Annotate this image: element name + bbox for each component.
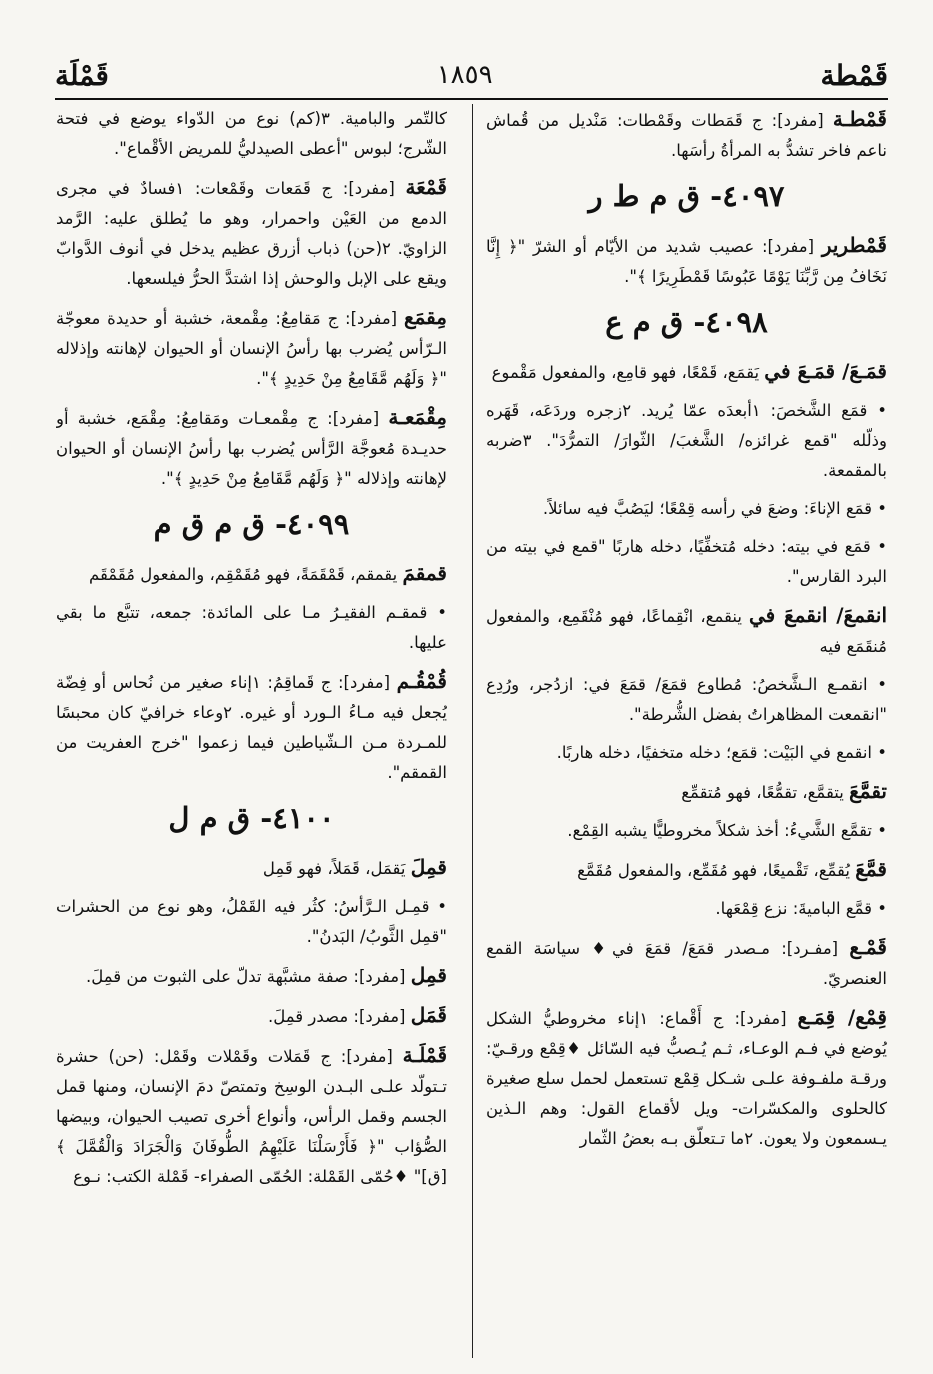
headword: قَمَل [410,1003,447,1027]
page-header [55,52,888,100]
root-heading: ٤١٠٠- ق م ل [168,801,335,835]
entry-definition: [مفرد]: ج مِقْمعـات ومَقامِعُ: مِقْمَع، خشبة أو حديـدة مُعوجَّة الرَّأس يُضرب بها رأسُ الإنسان أو الحيوان لإهانته وإذلاله "﴿ وَلَهُم مَّقَامِعُ مِنْ حَدِيدٍ ﴾". [56,409,447,488]
entry-definition: [مفرد]: صفة مشبَّهة تدلّ على الثبوت من قمِلَ. [86,967,411,986]
dictionary-entry [56,302,447,394]
entry-definition: يتقمَّع، تقمُّعًا، فهو مُتقمِّع [681,783,850,802]
sense-line: • انقمـع الـشَّخصُ: مُطاوع قمَعَ/ قمَعَ في: ازدُجر، ورُدِع "انقمعت المظاهراتُ بفضل الشُّرطة". [486,675,887,724]
dictionary-entry [486,932,887,994]
entry-definition: ينقمع، انْقِماعًا، فهو مُنْقَمِع، والمفعول مُنقَمَع فيه [486,607,887,656]
dictionary-entry [486,600,887,662]
running-head-right: قَمْطة [820,58,888,92]
dictionary-entry [486,230,887,292]
headword: قَمْـع [849,935,887,959]
entry-definition: [مفرد]: ج قَمَطات وقَمْطات: مَنْديل من قُماش ناعم فاخر تشدُّ به المرأةُ رأسَها. [486,111,887,160]
headword: قمَّعَ [855,857,887,881]
sense-line: • قمَّع الباميةَ: نزع قِمْعَها. [715,899,887,918]
entry-definition: [مفرد]: ج أَقْماع: ١إناء مخروطيُّ الشكل يُوضع في فـم الوعـاء، ثـم يُـصبُّ فيه السّائل ♦قِمْع ورقـيّ: ورقـة ملفـوفة علـى شـكل قِمْع تستعمل لحمل سلع صغيرة كالحلوى والمكسّرات- ويل لأقماع القول: وهم الـذين يـسمعون ولا يعون. ٢ما تـتعلّق بـه بعضُ الثّمار [486,1009,887,1148]
headword: قَمْطـة [832,107,887,131]
headword: قمَـعَ/ قمَـعَ في [764,359,887,383]
sense-line: • قمقـم الفقيـرُ مـا على المائدة: جمعه، تتبَّع ما بقي عليها. [56,603,447,652]
continuation-text: كالتّمر والبامية. ٣(كم) نوع من الدّواء يوضع في فتحة الشّرج؛ لبوس "أعطى الصيدليُّ للمريض الأقْماع". [56,109,447,158]
dictionary-entry [486,776,887,808]
dictionary-entry [486,1002,887,1154]
sense-line: • قمَع الإناءَ: وضعَ في رأسه قِمْعًا؛ ليَصُبَّ فيه سائلاً. [542,499,887,518]
entry-definition: [مفرد]: ج مَقامِعُ: مِقْمعة، خشبة أو حديدة معوجّة الـرّأس يُضرب بها رأسُ الإنسان أو الحيوان لإهانته وإذلاله "﴿ وَلَهُم مَّقَامِعُ مِنْ حَدِيدٍ ﴾". [56,309,447,388]
dictionary-entry [486,104,887,166]
headword: مِقمَع [403,305,447,329]
root-heading: ٤٠٩٩- ق م ق م [153,507,350,541]
headword: قمِلَ [410,855,447,879]
sense-line: • انقمع في البَيْت: قمَع؛ دخله متخفيًا، دخله هاربًا. [556,743,887,762]
entry-definition: يَقمَع، قَمْعًا، فهو قامِع، والمفعول مَقْموع [491,363,765,382]
entry-definition: يُقمِّع، تَقْميعًا، فهو مُقَمِّع، والمفعول مُقَمَّع [577,861,856,880]
headword: قَمْطرير [821,233,887,257]
headword: قِمْع/ قِمَـع [797,1005,887,1029]
entry-definition: [مفرد]: ج قَمَلات وقَمْلات وقَمْل: (حن) حشرة تـتولّد علـى البـدن الوسِخ وتمتصّ دمَ الإنسان، ومنها قمل الجسم وقمل الرأس، وأنواع أخرى تصيب الحيوان، وبيضها الصُّؤاب "﴿ فَأَرْسَلْنَا عَلَيْهِمُ الطُّوفَانَ وَالْجَرَادَ وَالْقُمَّلَ ﴾ [ق]" ♦حُمّى القَمْلة: الحُمّى الصفراء- قَمْلة الكتب: نـوع [56,1047,447,1186]
headword: انقمعَ/ انقمعَ في [748,603,887,627]
headword: قَمْعَة [405,175,447,199]
sense-line: • قمِـل الـرَّأسُ: كثُر فيه القَمْلُ، وهو نوع من الحشرات "قمِل الثَّوبُ/ البَدنُ". [56,897,447,946]
headword: قَمْلَـة [402,1043,447,1067]
sense-line: • قمَع الشَّخصَ: ١أبعدَه عمّا يُريد. ٢زجره وردَعَه، قَهَره وذلّله "قمع غرائزه/ الشَّغبَ/ الثّوارَ/ التمرُّدَ". ٣ضربه بالمقمعة. [486,401,887,480]
root-heading: ٤٠٩٨- ق م ع [605,305,768,339]
dictionary-entry [56,402,447,494]
entry-definition: يقمقم، قَمْقَمَةً، فهو مُقَمْقِم، والمفعول مُقَمْقَم [88,565,403,584]
headword: مِقْمَعـة [388,405,447,429]
root-heading: ٤٠٩٧- ق م ط ر [588,179,785,213]
dictionary-entry [56,852,447,884]
headword: تقمَّعَ [849,779,887,803]
column-divider [472,104,473,1358]
sense-line: • تقمَّع الشَّيءُ: أخذ شكلاً مخروطيًّا يشبه القِمْع. [567,821,887,840]
entry-definition: يَقمَل، قَمَلاً، فهو قَمِل [262,859,411,878]
dictionary-entry [486,854,887,886]
dictionary-entry [56,960,447,992]
entry-definition: [مفرد]: عصيب شديد من الأيّام أو الشرّ "﴿ إِنَّا نَخَافُ مِن رَّبِّنَا يَوْمًا عَبُوسًا قَمْطَرِيرًا ﴾". [486,237,887,286]
dictionary-entry [486,356,887,388]
running-head-left: قَمْلَة [55,58,109,92]
dictionary-entry [56,666,447,788]
right-column [486,104,887,1358]
dictionary-entry [56,1040,447,1192]
sense-line: • قمَع في بيته: دخله مُتخفِّيًا، دخله هاربًا "قمع في بيته من البرد القارس". [486,537,887,586]
dictionary-entry [56,558,447,590]
headword: قُمْقُـم [396,669,447,693]
entry-definition: [مفـرد]: مـصدر قمَعَ/ قمَعَ في♦ سياسَة القمع العنصريّ. [486,939,887,988]
headword: قمقمَ [402,561,447,585]
dictionary-entry [56,172,447,294]
dictionary-entry [56,1000,447,1032]
headword: قمِل [410,963,447,987]
page-number: ١٨٥٩ [436,60,493,90]
entry-definition: [مفرد]: ج قَمَعات وقَمْعات: ١فسادٌ في مجرى الدمع من العَيْن واحمرار، وهو ما يُطلق عليه: الرَّمد الزاويّ. ٢(حن) ذباب أزرق عظيم يدخل في أنوف الدَّوابّ ويقع على الإبل والوحش إذا اشتدَّ الحرُّ فيلسعها. [56,179,447,288]
left-column [56,104,447,1358]
entry-definition: [مفرد]: ج قَماقِمُ: ١إناء صغير من نُحاس أو فِضّة يُجعل فيه مـاءُ الـورد أو غيره. ٢وعاء خرافيّ كان محبسًا للمـردة مـن الـشّياطين فيما زعموا "خرج العفريت من القمقم". [56,673,447,782]
entry-definition: [مفرد]: مصدر قمِلَ. [267,1007,411,1026]
